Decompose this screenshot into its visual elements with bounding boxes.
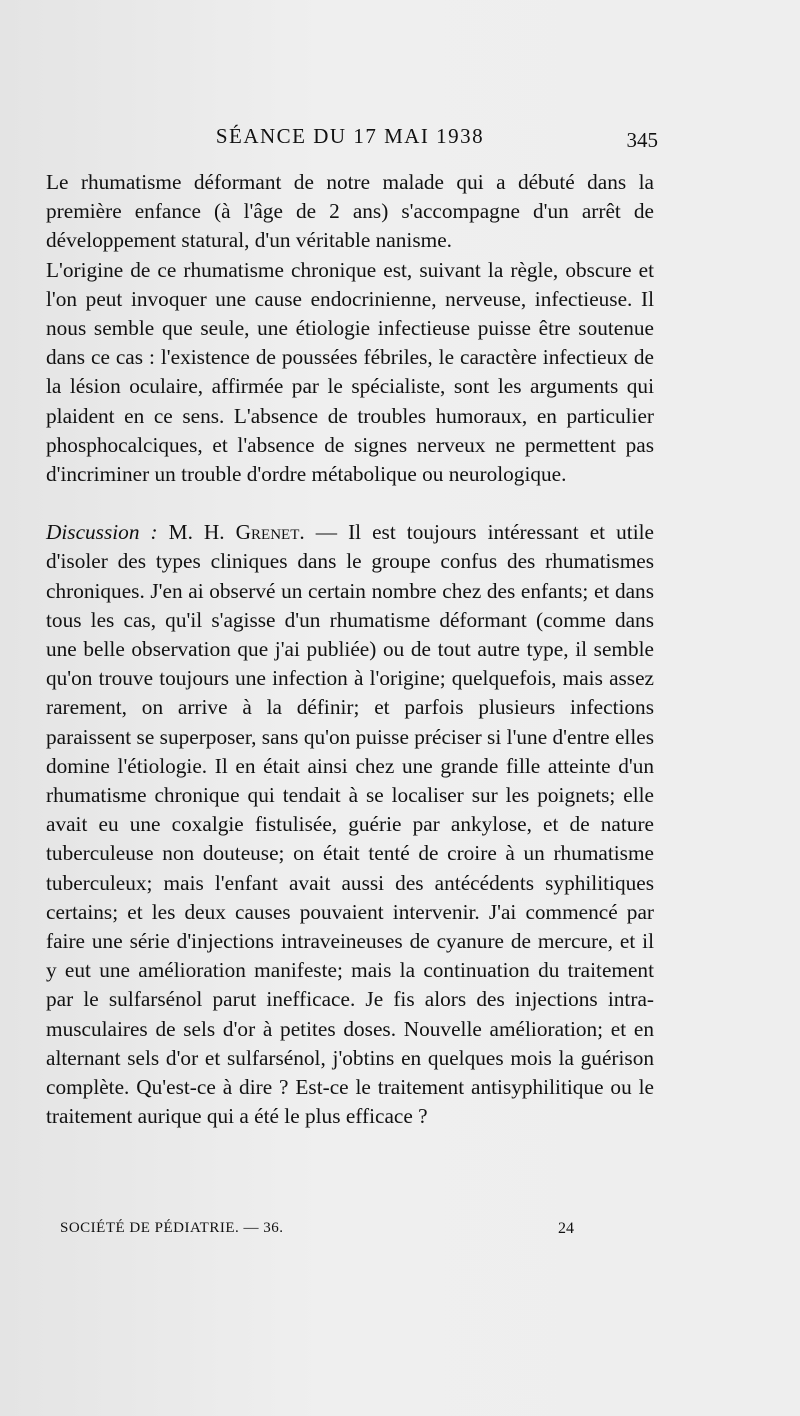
discussion-speaker: M. H. Grenet. — [168, 520, 305, 545]
running-head-title: SÉANCE DU 17 MAI 1938 — [215, 124, 485, 148]
running-head — [46, 124, 658, 156]
page-number: 345 — [626, 128, 658, 152]
page-footer — [46, 1220, 654, 1244]
discussion-text: Il est toujours intéressant et utile d'isoler des types cliniques dans le groupe confus des rhumatismes chroniques. J'en ai observé un certain nombre chez des enfants; et dans tous les cas, qu'il s'agisse d'un rhumatisme déformant (comme dans une belle observation que j'ai publiée) ou de tout autre type, il semble qu'on trouve toujours une infection à l'origine; quelquefois, mais assez rarement, on arrive à la définir; et parfois plusieurs infections paraissent se superposer, sans qu'on puisse préciser si l'une d'entre elles domine l'étiologie. Il en était ainsi chez une grande fille atteinte d'un rhumatisme chronique qui tendait à se localiser sur les poignets; elle avait eu une coxalgie fistulisée, guérie par ankylose, et de nature tuberculeuse non douteuse; on était tenté de croire à un rhumatisme tuberculeux; mais l'enfant avait aussi des antécédents syphilitiques certains; et les deux causes pouvaient intervenir. J'ai commencé par faire une série d'injections intraveineuses de cyanure de mercure, et il y eut une amélioration manifeste; mais la continuation du traitement par le sulfarsénol parut inefficace. Je fis alors des injections intra-musculaires de sels d'or à petites doses. Nouvelle amélioration; et en alternant sels d'or et sulfarsénol, j'obtins en quelques mois la guérison complète. Qu'est-ce à dire ? Est-ce le traitement antisyphilitique ou le traitement aurique qui a été le plus efficace ? — [46, 520, 654, 1129]
discussion-paragraph — [46, 518, 654, 1131]
discussion-label: Discussion : — [46, 520, 158, 545]
paragraph-1: Le rhumatisme déformant de notre malade qui a débuté dans la première enfance (à l'âge de 2 ans) s'accompagne d'un arrêt de développement statural, d'un véritable nanisme. — [46, 170, 654, 253]
body-text — [46, 168, 654, 1132]
paragraph-2: L'origine de ce rhumatisme chronique est, suivant la règle, obscure et l'on peut invoquer une cause endocrinienne, nerveuse, infectieuse. Il nous semble que seule, une étiologie infectieuse puisse être soutenue dans ce cas : l'existence de poussées fébriles, le caractère infectieux de la lésion oculaire, affirmée par le spécialiste, sont les arguments qui plaident en ce sens. L'absence de troubles humoraux, en particulier phosphocalciques, et l'absence de signes nerveux ne permettent pas d'incriminer un trouble d'ordre métabolique ou neurologique. — [46, 257, 654, 487]
footer-sheet-number: 24 — [558, 1220, 574, 1237]
footer-signature: SOCIÉTÉ DE PÉDIATRIE. — 36. — [60, 1220, 284, 1236]
discussion-dash: — — [304, 520, 349, 545]
